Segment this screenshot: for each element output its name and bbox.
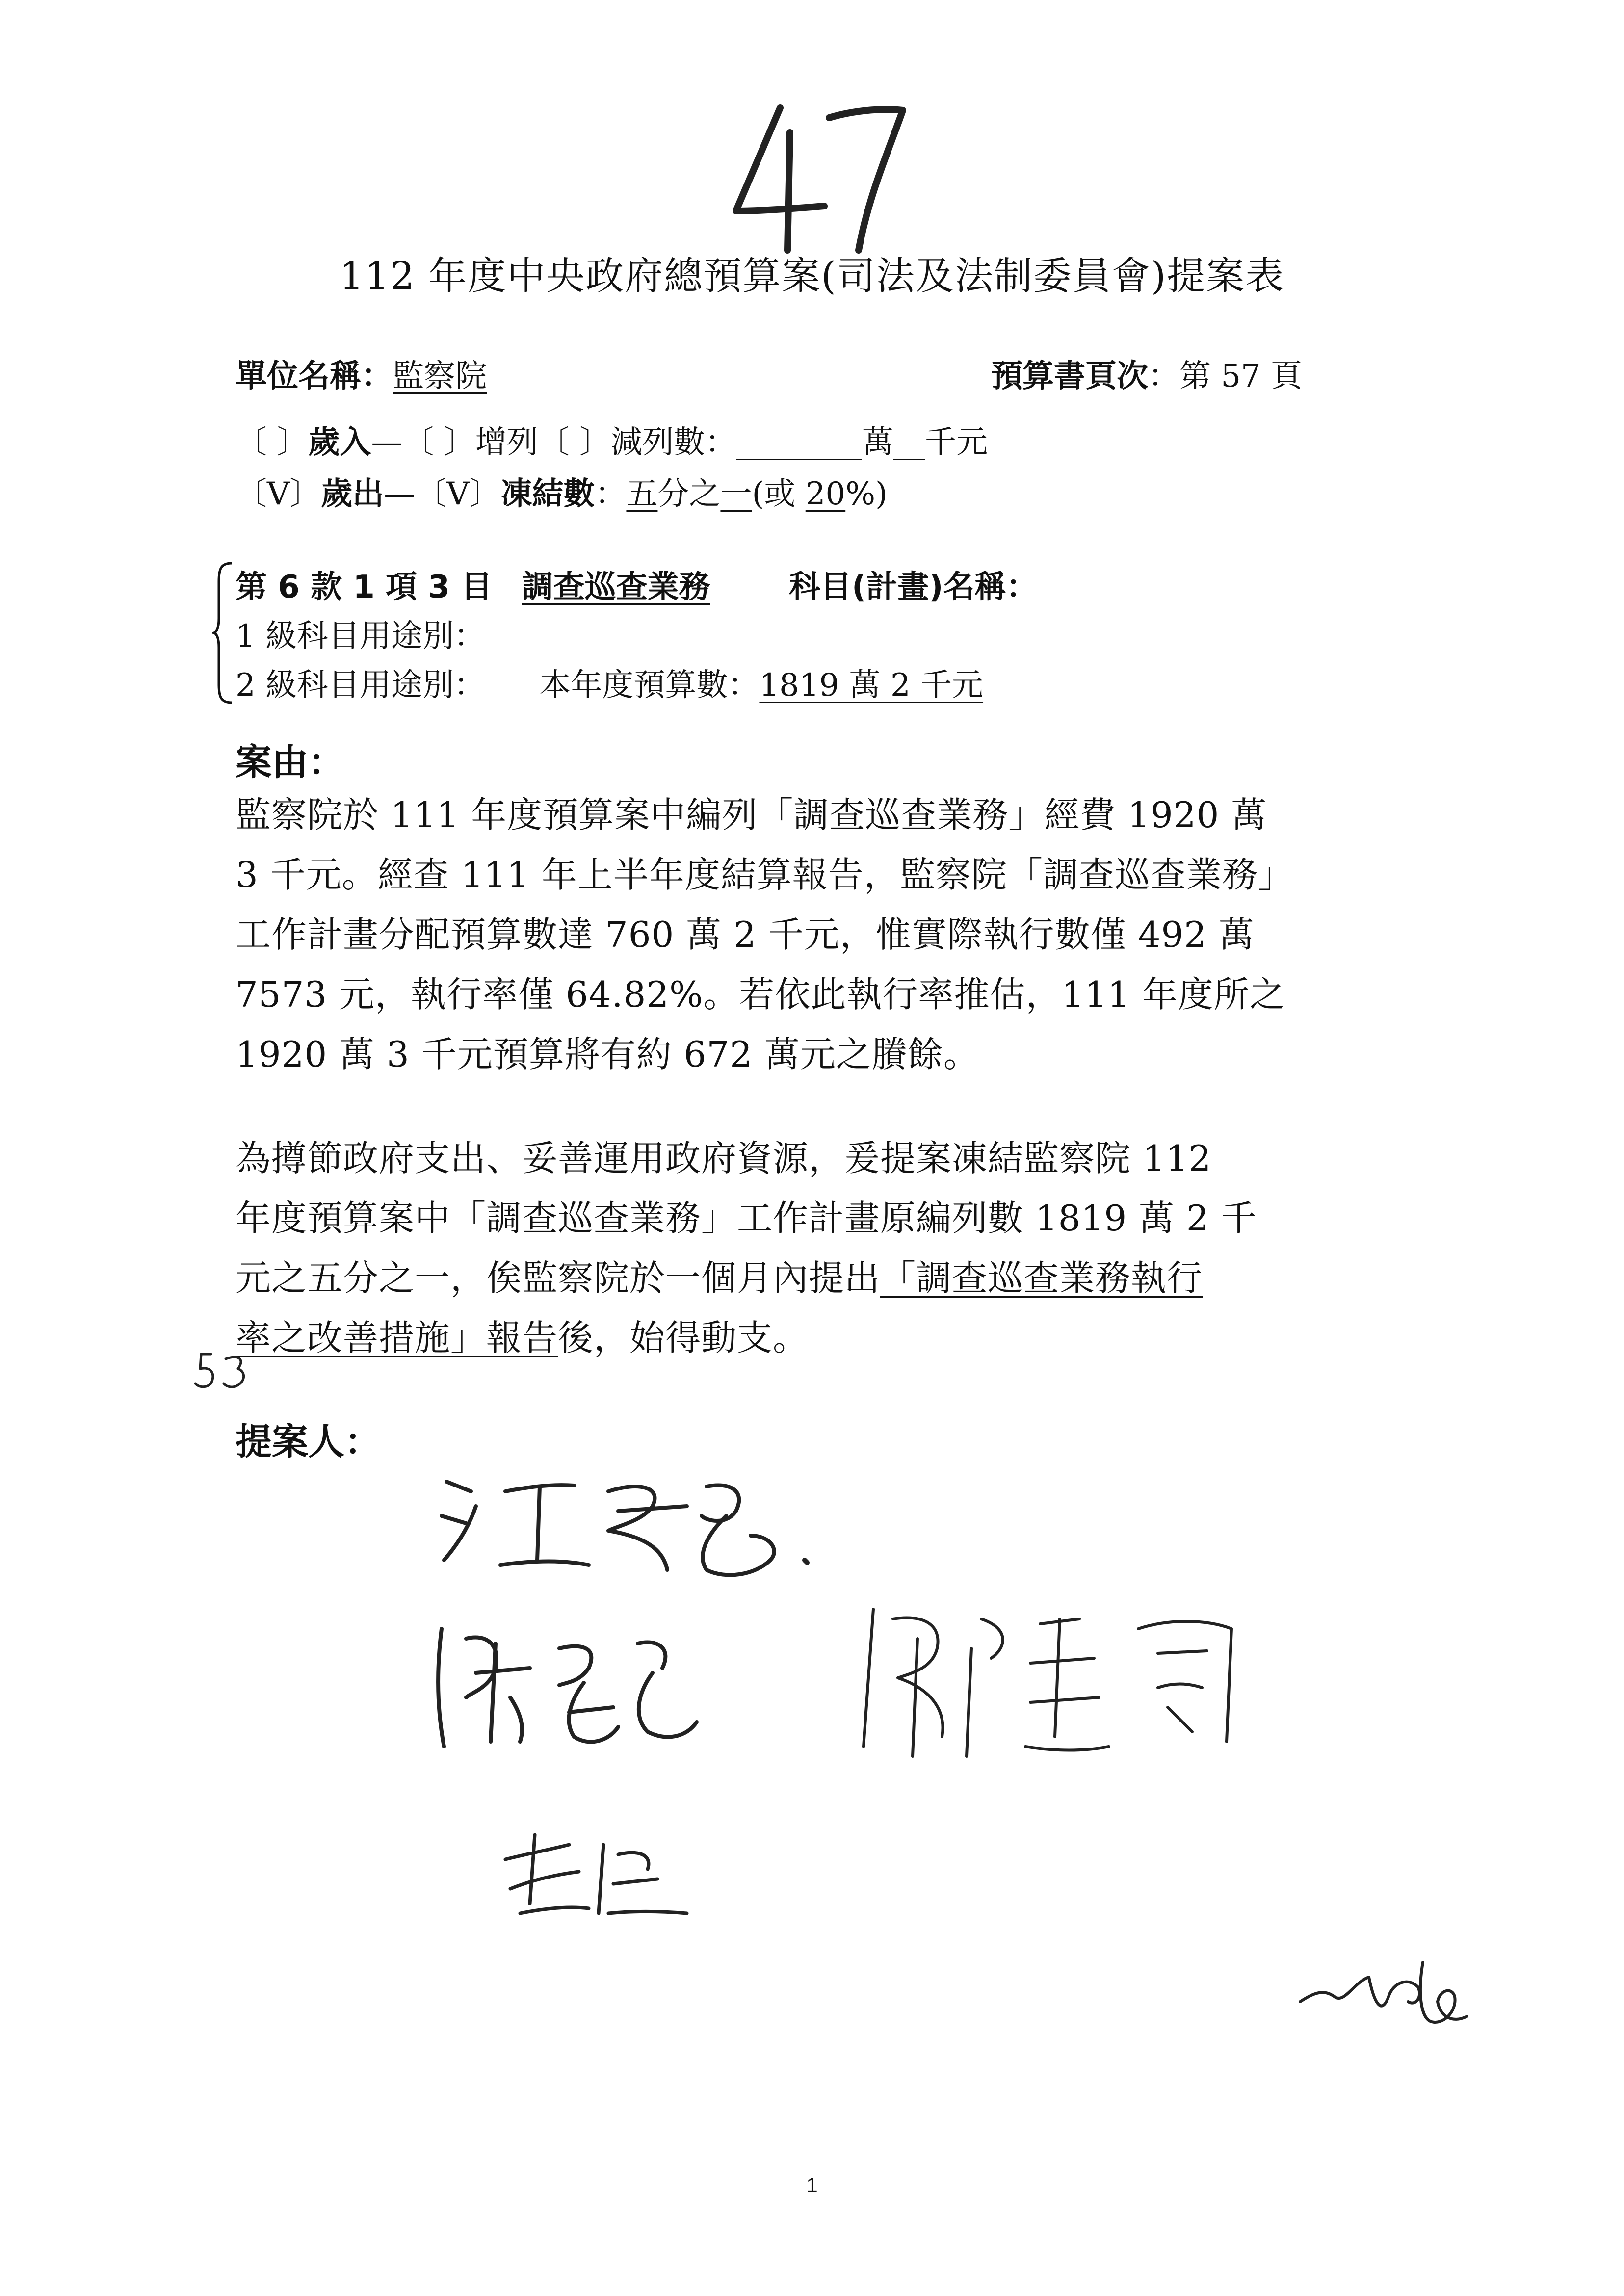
section-item: 調查巡查業務	[522, 569, 710, 605]
increase-label: 增列	[475, 424, 538, 461]
reason-paragraph-1	[236, 785, 1294, 1084]
expenditure-label: 歲出	[321, 476, 384, 512]
reason-line: 3 千元。經查 111 年上半年度結算報告，監察院「調查巡查業務」	[236, 854, 1294, 895]
reason-paragraph-2	[236, 1128, 1257, 1368]
freeze-checkbox: 〔V〕	[415, 476, 501, 512]
reason-line: 1920 萬 3 千元預算將有約 672 萬元之賸餘。	[236, 1034, 979, 1075]
report-title-part2: 率之改善措施」報告	[236, 1317, 558, 1358]
budget-page-value: ：第 57 頁	[1148, 358, 1303, 394]
budget-amount-value: 1819 萬 2 千元	[759, 667, 984, 704]
page-number: 1	[806, 2173, 818, 2196]
level2-label: 2 級科目用途別：	[236, 667, 486, 704]
subject-label: 科目(計畫)名稱：	[788, 569, 1038, 605]
budget-amount-label: 本年度預算數：	[539, 667, 760, 704]
revenue-label: 歲入	[308, 424, 371, 461]
freeze-label: 凍結數	[500, 476, 595, 512]
section-code: 第 6 款 1 項 3 目	[236, 569, 493, 605]
revenue-dash: —	[371, 424, 403, 461]
qian-unit: 千元	[925, 424, 988, 461]
amount-blank-wan: ________	[736, 424, 863, 461]
freeze-colon: ：	[595, 476, 627, 512]
report-title-part1: 「調查巡查業務執行	[880, 1257, 1203, 1299]
section-code-row	[236, 562, 1037, 607]
reason-line: 7573 元，執行率僅 64.82%。若依此執行率推估，111 年度所之	[236, 974, 1285, 1015]
amount-blank-qian: __	[893, 424, 925, 461]
unit-row	[236, 351, 487, 396]
level1-label: 1 級科目用途別：	[236, 618, 486, 654]
budget-page-row	[991, 351, 1302, 396]
reason-line: 監察院於 111 年度預算案中編列「調查巡查業務」經費 1920 萬	[236, 794, 1267, 835]
freeze-numerator: 一	[720, 476, 752, 512]
decrease-checkbox: 〔 〕	[538, 424, 611, 461]
proposer-label: 提案人：	[236, 1421, 381, 1463]
reason-line: 為撙節政府支出、妥善運用政府資源，爰提案凍結監察院 112	[236, 1138, 1212, 1179]
signature-1	[432, 1462, 834, 1590]
freeze-fraction-text: 分之	[657, 476, 721, 512]
freeze-percent: 20	[805, 476, 846, 512]
reason-line	[236, 1308, 1257, 1368]
freeze-percent-sign: %)	[845, 476, 888, 512]
reason-label: 案由：	[236, 741, 344, 783]
freeze-denominator: 五	[626, 476, 658, 512]
wan-unit: 萬	[862, 424, 894, 461]
level1-row	[236, 611, 485, 656]
decrease-label: 減列數：	[611, 424, 737, 461]
unit-value: 監察院	[393, 358, 487, 394]
reason-line-text: 元之五分之一，俟監察院於一個月內提出	[236, 1257, 881, 1299]
expenditure-checkbox: 〔V〕	[236, 476, 321, 512]
level2-row	[236, 660, 983, 705]
document-title: 112 年度中央政府總預算案(司法及法制委員會)提案表	[339, 254, 1285, 298]
freeze-or-text: (或	[752, 476, 806, 512]
reason-line-text: 後，始得動支。	[558, 1317, 809, 1358]
revenue-checkbox: 〔 〕	[236, 424, 309, 461]
expenditure-line	[236, 469, 888, 514]
handwritten-number-47	[707, 88, 913, 255]
budget-page-label: 預算書頁次	[991, 358, 1148, 394]
unit-label: 單位名稱：	[236, 358, 393, 394]
revenue-line	[236, 417, 988, 462]
signature-2	[422, 1599, 864, 1766]
signature-4	[491, 1815, 726, 1928]
reason-line: 工作計畫分配預算數達 760 萬 2 千元，惟實際執行數僅 492 萬	[236, 914, 1255, 955]
section-brace	[212, 559, 236, 706]
signature-3	[844, 1590, 1285, 1776]
reason-line: 年度預算案中「調查巡查業務」工作計畫原編列數 1819 萬 2 千	[236, 1198, 1257, 1239]
reason-line	[236, 1248, 1257, 1308]
handwritten-margin-mark	[191, 1344, 255, 1398]
increase-checkbox: 〔 〕	[402, 424, 475, 461]
signature-5	[1295, 1943, 1521, 2041]
expenditure-dash: —	[384, 476, 416, 512]
